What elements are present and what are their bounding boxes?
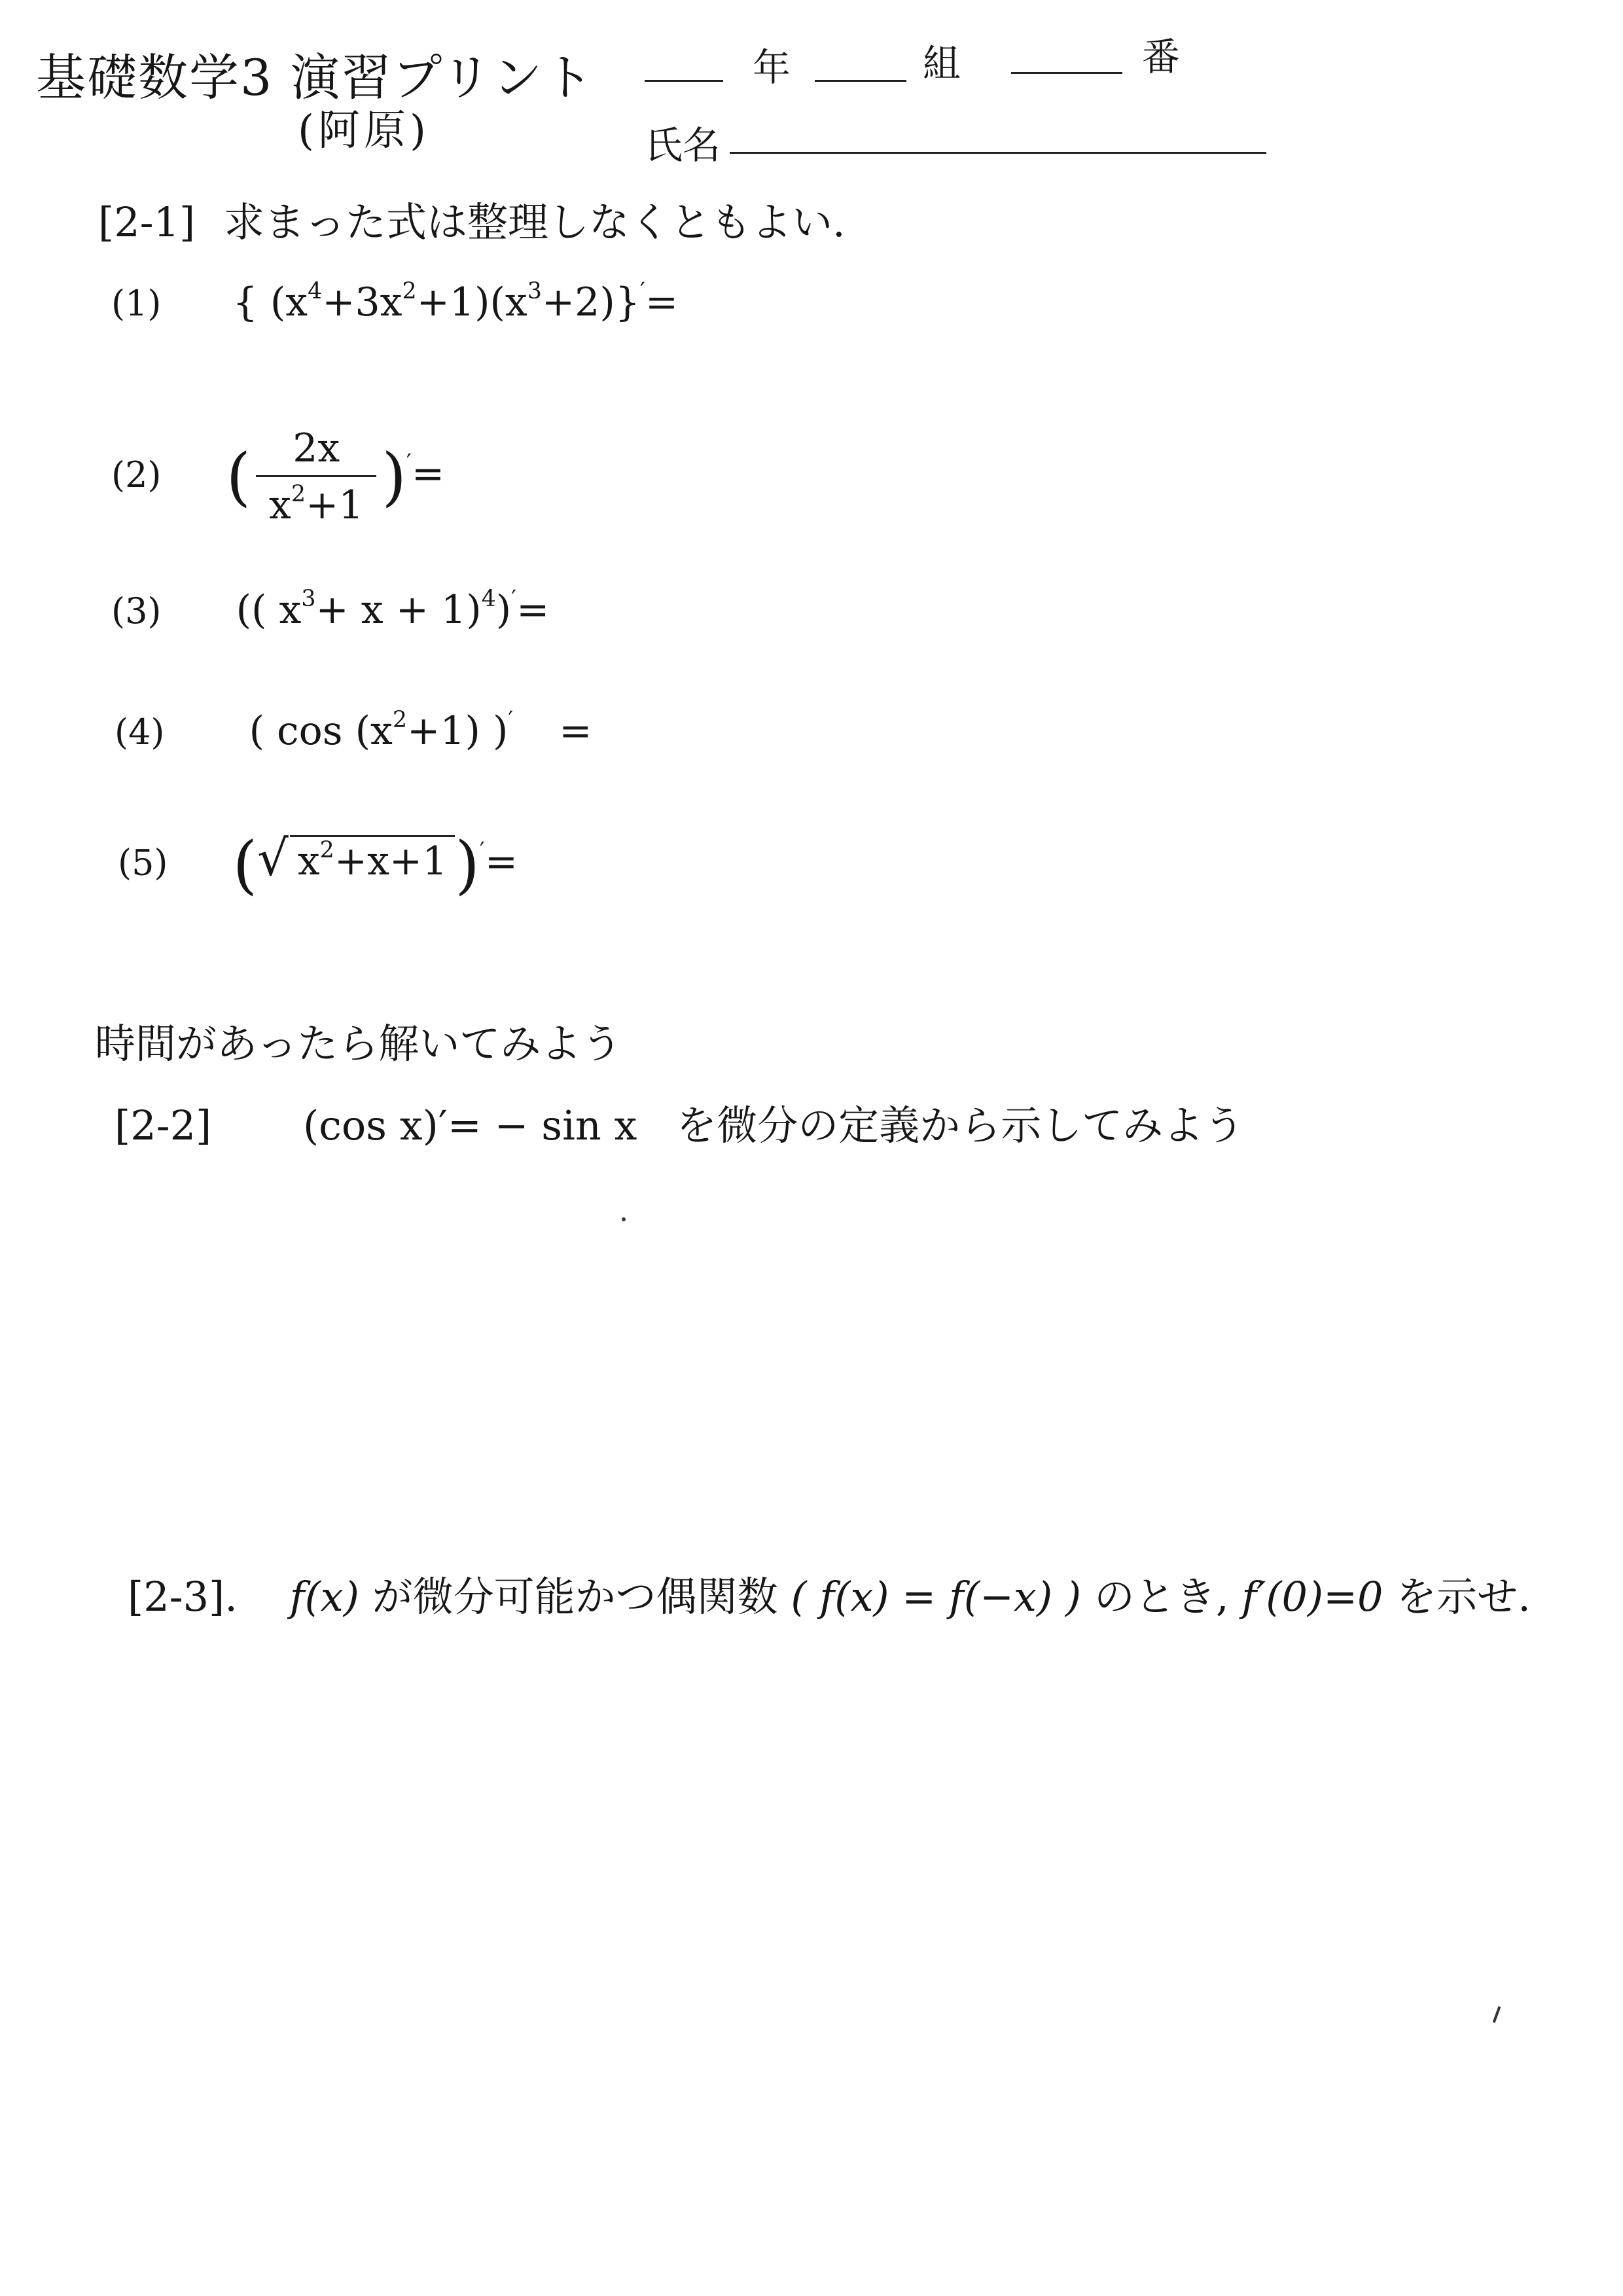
item-number: (4) (115, 711, 165, 753)
problem-2-1-item-5 (118, 828, 518, 901)
problem-2-1-item-3 (111, 586, 549, 633)
item-4-expression: ( $\cos (x^2+1) )'$ = (249, 707, 592, 755)
problem-2-3-text-3: を示せ. (1396, 1573, 1531, 1621)
problem-2-3-result: f′(0)=0 (1241, 1573, 1383, 1621)
problem-2-3-even-condition: ( f(x) = f(−x) ) (791, 1573, 1082, 1621)
name-label: 氏名 (645, 123, 721, 168)
item-number: (1) (111, 283, 162, 325)
number-blank (1011, 72, 1122, 74)
optional-note: 時間があったら解いてみよう (95, 1020, 622, 1067)
worksheet-title: 基礎数学3 演習プリント (36, 48, 595, 107)
problem-2-1-header (98, 190, 846, 248)
class-blank (815, 80, 906, 82)
problem-2-1-instruction: 求まった式は整理しなくともよい. (223, 198, 846, 246)
stray-mark (1493, 2006, 1501, 2023)
item-2-expression: ( $\frac{2x}{x^2+1}$ )′= (226, 425, 445, 529)
item-1-expression: { $(x^4+3x^2+1)(x^3+2)\}'=$ (232, 278, 679, 326)
author-name: (阿原) (298, 107, 430, 155)
year-label: 年 (753, 45, 791, 90)
problem-2-2-text: を微分の定義から示してみよう (676, 1102, 1245, 1149)
item-2-fraction: $\frac{2x}{x^2+1}$ (256, 425, 376, 528)
problem-2-3-label: [2-3]. (128, 1573, 238, 1621)
problem-2-1-item-1 (111, 278, 678, 325)
year-blank (645, 80, 723, 82)
problem-2-2 (115, 1093, 1244, 1151)
radicand: $x^2+x+1$ (290, 835, 455, 884)
item-number: (2) (111, 454, 162, 496)
problem-2-3-text-1: が微分可能かつ偶関数 (372, 1573, 778, 1621)
item-number: (5) (118, 842, 168, 884)
item-3-expression: (( $x^3+ x + 1)^4)'=$ (236, 586, 550, 634)
item-number: (3) (111, 590, 162, 632)
number-label: 番 (1142, 35, 1181, 79)
problem-2-2-formula: (cos x)′= − sin x (302, 1102, 637, 1149)
problem-2-1-label: [2-1] (98, 198, 196, 246)
problem-2-3 (128, 1564, 1531, 1623)
name-blank (730, 152, 1266, 154)
problem-2-3-function: f(x) (289, 1573, 359, 1621)
problem-2-1-item-2 (111, 425, 444, 528)
class-label: 組 (923, 41, 961, 86)
problem-2-2-label: [2-2] (115, 1102, 212, 1149)
problem-2-1-item-4 (115, 707, 592, 754)
problem-2-3-text-2: のとき, (1094, 1573, 1229, 1621)
radical-sign: √ (257, 829, 289, 887)
item-5-expression: (√ $x^2+x+1$ )′= (232, 828, 518, 901)
stray-mark (622, 1217, 626, 1221)
